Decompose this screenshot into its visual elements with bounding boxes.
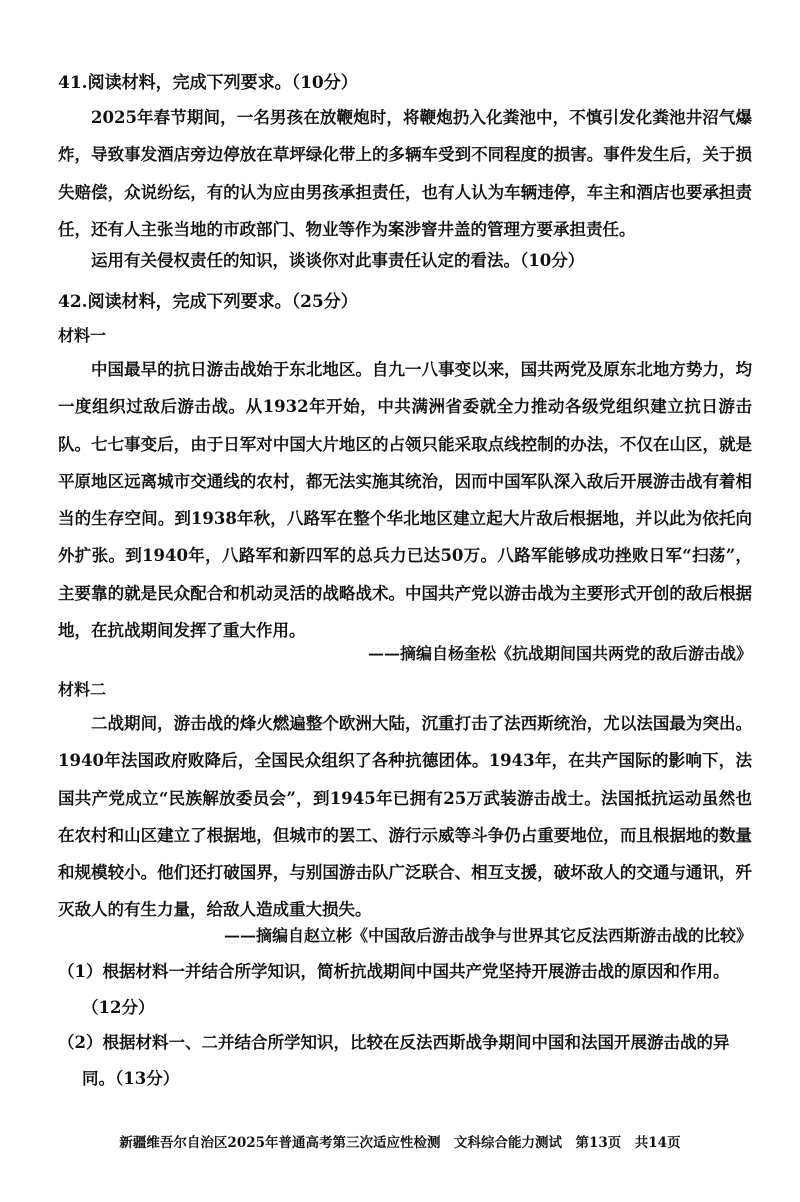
question-42-heading: 42.阅读材料，完成下列要求。（25分）: [58, 292, 358, 312]
question-41-task: 运用有关侵权责任的知识，谈谈你对此事责任认定的看法。（10分）: [91, 251, 585, 270]
sub-question-1-text: （1）根据材料一并结合所学知识，简析抗战期间中国共产党坚持开展游击战的原因和作用。: [58, 962, 730, 981]
page-footer: 新疆维吾尔自治区2025年普通高考第三次适应性检测 文科综合能力测试 第13页 共14页: [119, 1135, 681, 1151]
sub-question-1: [58, 954, 752, 1026]
material-1-label: 材料一: [58, 326, 107, 345]
material-2-label: 材料二: [58, 680, 107, 699]
question-41-heading: 41.阅读材料，完成下列要求。（10分）: [58, 73, 358, 93]
sub-question-2: [58, 1025, 752, 1097]
question-41-material: 2025年春节期间，一名男孩在放鞭炮时，将鞭炮扔入化粪池中，不慎引发化粪池井沼气爆炸，导致事发酒店旁边停放在草坪绿化带上的多辆车受到不同程度的损害。事件发生后，关于损失赔偿，众说纷纭，有的认为应由男孩承担责任，也有人认为车辆违停，车主和酒店也要承担责任，还有人主张当地的市政部门、物业等作为案涉窨井盖的管理方要承担责任。: [58, 108, 752, 239]
material-2-source: ——摘编自赵立彬《中国敌后游击战争与世界其它反法西斯游击战的比较》: [223, 926, 752, 945]
sub-question-2-text: （2）根据材料一、二并结合所学知识，比较在反法西斯战争期间中国和法国开展游击战的异: [58, 1033, 730, 1052]
material-1-text: 中国最早的抗日游击战始于东北地区。自九一八事变以来，国共两党及原东北地方势力，均一度组织过敌后游击战。从1932年开始，中共满洲省委就全力推动各级党组织建立抗日游击队。七七事变后，由于日军对中国大片地区的占领只能采取点线控制的办法，不仅在山区，就是平原地区远离城市交通线的农村，都无法实施其统治，因而中国军队深入敌后开展游击战有着相当的生存空间。到1938年秋，八路军在整个华北地区建立起大片敌后根据地，并以此为依托向外扩张。到1940年，八路军和新四军的总兵力已达50万。八路军能够成功挫败日军“扫荡”，主要靠的就是民众配合和机动灵活的战略战术。中国共产党以游击战为主要形式开创的敌后根据地，在抗战期间发挥了重大作用。: [58, 360, 752, 641]
material-2-text: 二战期间，游击战的烽火燃遍整个欧洲大陆，沉重打击了法西斯统治，尤以法国最为突出。1940年法国政府败降后，全国民众组织了各种抗德团体。1943年，在共产国际的影响下，法国共产党成立“民族解放委员会”，到1945年已拥有25万武装游击战士。法国抵抗运动虽然也在农村和山区建立了根据地，但城市的罢工、游行示威等斗争仍占重要地位，而且根据地的数量和规模较小。他们还打破国界，与别国游击队广泛联合、相互支援，破坏敌人的交通与通讯，歼灭敌人的有生力量，给敌人造成重大损失。: [58, 714, 752, 920]
sub-question-1-score: （12分）: [82, 998, 155, 1017]
material-1-source: ——摘编自杨奎松《抗战期间国共两党的敌后游击战》: [367, 644, 752, 663]
sub-question-2-score: 同。（13分）: [82, 1069, 180, 1088]
